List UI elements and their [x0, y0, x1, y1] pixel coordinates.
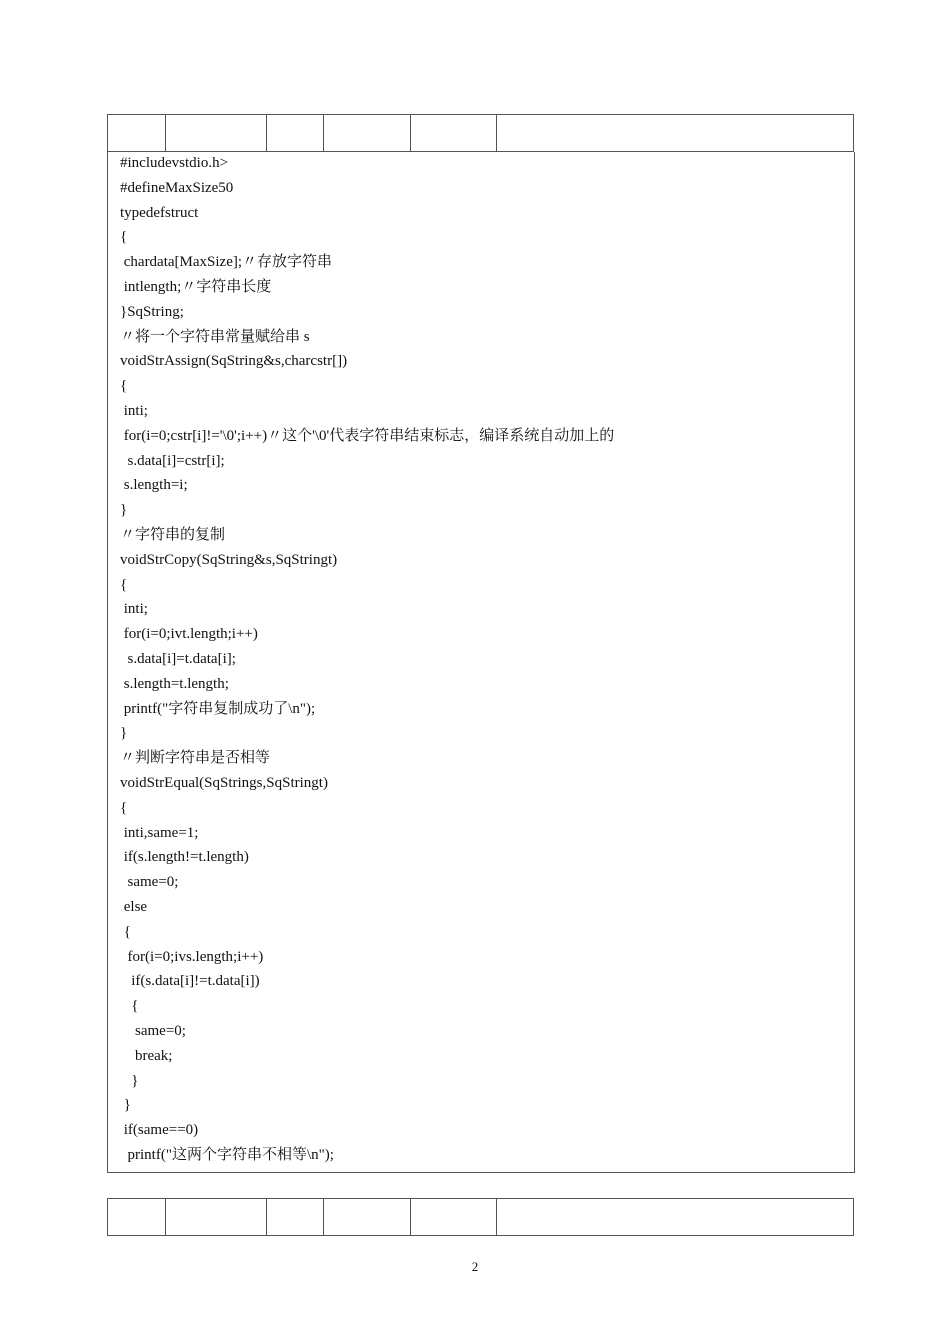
code-line: for(i=0;ivs.length;i++) — [120, 948, 264, 965]
footer-cell — [497, 1199, 854, 1236]
code-line: }SqString; — [120, 303, 184, 320]
code-line: { — [120, 799, 128, 816]
code-line: s.data[i]=cstr[i]; — [120, 452, 225, 469]
code-line: { — [120, 576, 128, 593]
code-line: voidStrEqual(SqStrings,SqStringt) — [120, 775, 328, 791]
header-cell — [324, 115, 411, 152]
header-row — [108, 115, 854, 152]
header-cell — [267, 115, 324, 152]
header-table — [107, 114, 854, 152]
code-line: #defineMaxSize50 — [120, 179, 234, 196]
code-line: { — [120, 998, 139, 1015]
code-line: 〃将一个字符串常量赋给串 s — [120, 328, 310, 345]
code-line: printf("字符串复制成功了\n"); — [120, 700, 316, 717]
code-line: { — [120, 378, 128, 395]
code-line: typedefstruct — [120, 204, 199, 221]
code-line: if(same==0) — [120, 1122, 199, 1139]
code-line: s.data[i]=t.data[i]; — [120, 651, 236, 667]
code-line: voidStrAssign(SqString&s,charcstr[]) — [120, 353, 348, 370]
code-line: else — [120, 899, 148, 915]
code-line: for(i=0;ivt.length;i++) — [120, 626, 258, 643]
code-line: same=0; — [120, 874, 179, 891]
header-cell — [411, 115, 497, 152]
footer-cell — [411, 1199, 497, 1236]
code-line: same=0; — [120, 1023, 186, 1039]
code-line: 〃判断字符串是否相等 — [120, 750, 271, 767]
code-line: inti; — [120, 601, 148, 618]
header-cell — [497, 115, 854, 152]
code-line: #includevstdio.h> — [120, 155, 229, 171]
code-line: } — [120, 502, 128, 519]
header-cell — [108, 115, 166, 152]
footer-table — [107, 1198, 854, 1236]
code-line: 〃字符串的复制 — [120, 527, 226, 543]
footer-cell — [267, 1199, 324, 1236]
code-line: if(s.length!=t.length) — [120, 849, 249, 866]
footer-cell — [324, 1199, 411, 1236]
code-line: { — [120, 229, 128, 246]
code-line: inti,same=1; — [120, 824, 199, 841]
code-line: for(i=0;cstr[i]!='\0';i++)〃这个'\0'代表字符串结束标志，编译系统自动加上的 — [120, 427, 615, 444]
code-line: printf("这两个字符串不相等\n"); — [120, 1147, 334, 1163]
footer-row — [108, 1199, 854, 1236]
code-line: } — [120, 1097, 131, 1114]
code-line: chardata[MaxSize];〃存放字符串 — [120, 254, 333, 271]
page-number: 2 — [471, 1259, 479, 1274]
code-line: s.length=i; — [120, 477, 188, 494]
footer-cell — [108, 1199, 166, 1236]
code-line: s.length=t.length; — [120, 675, 229, 692]
code-line: break; — [120, 1047, 173, 1064]
header-cell — [166, 115, 267, 152]
footer-cell — [166, 1199, 267, 1236]
code-line: intlength;〃字符串长度 — [120, 279, 272, 295]
code-line: voidStrCopy(SqString&s,SqStringt) — [120, 551, 338, 568]
code-line: } — [120, 1072, 139, 1089]
code-line: } — [120, 725, 128, 742]
code-line: inti; — [120, 403, 148, 419]
code-listing-box — [107, 152, 855, 1173]
code-line: if(s.data[i]!=t.data[i]) — [120, 973, 260, 990]
code-line: { — [120, 923, 131, 940]
